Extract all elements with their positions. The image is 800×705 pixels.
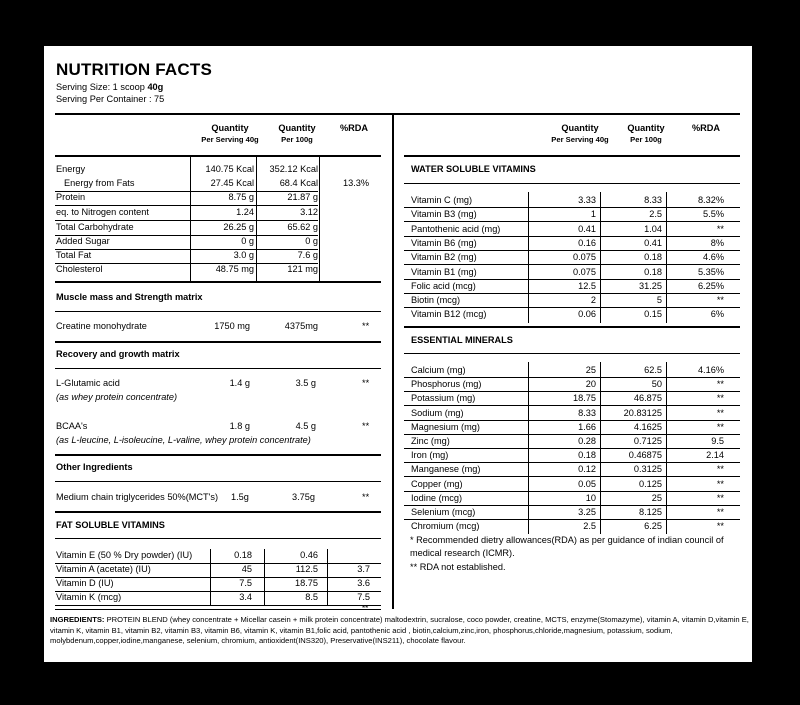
- fat-row-per100: 0.46: [300, 550, 318, 560]
- water_soluble-row-serving: 12.5: [578, 280, 596, 291]
- minerals-row-name: Selenium (mcg): [411, 507, 476, 517]
- fat-row-per100: 112.5: [295, 564, 318, 574]
- fat-row-per100: 18.75: [295, 578, 318, 588]
- fat-row-name: Vitamin A (acetate) (IU): [56, 564, 151, 574]
- main-row-serving: 26.25 g: [223, 222, 254, 232]
- nutrition-label: [44, 46, 752, 662]
- fat-grid-line: [264, 549, 265, 605]
- main-row-serving: 140.75 Kcal: [205, 164, 254, 174]
- minerals-row-serving: 2.5: [583, 521, 596, 532]
- main-row-per100: 3.12: [300, 207, 318, 217]
- minerals-subrule: [404, 353, 740, 354]
- left-header-rule: [55, 155, 381, 157]
- water_soluble-row-per100: 0.18: [644, 266, 662, 277]
- water_soluble-row-per100: 5: [656, 295, 662, 306]
- water_soluble-row-per100: 31.25: [639, 280, 662, 291]
- bcaa-per100: 4.5 g: [295, 421, 316, 431]
- mct-serving: 1.5g: [231, 492, 249, 502]
- minerals-row-rda: 4.16%: [697, 365, 724, 375]
- water_soluble-row-name: Vitamin B6 (mg): [411, 237, 477, 248]
- main-row-per100: 352.12 Kcal: [269, 164, 318, 174]
- other-subrule: [55, 481, 381, 482]
- minerals-row-serving: 3.25: [578, 507, 596, 517]
- main-row-serving: 48.75 mg: [215, 264, 254, 274]
- water_soluble-row-serving: 3.33: [578, 195, 596, 205]
- water_soluble-row-per100: 0.18: [644, 252, 662, 263]
- water_soluble-row-serving: 0.41: [578, 223, 596, 234]
- minerals-row-name: Manganese (mg): [411, 464, 481, 475]
- bottom-left-rule: [55, 609, 381, 610]
- water_soluble-row-rda: 8.32%: [697, 195, 724, 205]
- minerals-row-rda: **: [716, 521, 724, 532]
- main-row-name: eq. to Nitrogen content: [56, 207, 149, 217]
- main-grid-line: [256, 156, 257, 281]
- fat-row-rule: [55, 605, 381, 606]
- minerals-row-rda: **: [716, 492, 724, 503]
- bcaa-serving: 1.8 g: [229, 421, 250, 431]
- left-header-qty-serving: Quantity Per Serving 40g: [201, 123, 259, 144]
- minerals-row-per100: 0.46875: [628, 450, 662, 461]
- main-row-name: Cholesterol: [56, 264, 103, 274]
- minerals-row-serving: 0.12: [578, 464, 596, 475]
- minerals-row-serving: 1.66: [578, 421, 596, 432]
- muscle-heading: Muscle mass and Strength matrix: [56, 292, 203, 302]
- main-row-name: Total Fat: [56, 250, 92, 260]
- column-divider: [392, 113, 394, 609]
- minerals-row-name: Magnesium (mg): [411, 421, 480, 432]
- minerals-row-rda: **: [716, 507, 724, 517]
- minerals-row-per100: 50: [651, 379, 662, 390]
- water_soluble-row-rda: 6%: [710, 309, 724, 320]
- minerals-row-rda: **: [716, 379, 724, 390]
- glutamic-rda: **: [362, 378, 370, 388]
- main-row-serving: 3.0 g: [233, 250, 254, 260]
- water_soluble-row-rda: **: [716, 295, 724, 306]
- water_soluble-row-name: Pantothenic acid (mg): [411, 223, 501, 234]
- fat-row-serving: 0.18: [234, 550, 252, 560]
- glutamic-serving: 1.4 g: [229, 378, 250, 388]
- ingredients: INGREDIENTS: PROTEIN BLEND (whey concentrate + Micellar casein + milk protein concentrate) maltodextrin, sucralose, coco powder, creatine, MCTS, enzyme(Stomazyme), vitamin A, vitamin D,vitamin E, vitamin K, vitamin B1, vitamin B2, vitamin B3, vitamin B6, vitamin K, vitamin B1,folic acid, pantothenic acid , biotin,calcium,zinc,iron, phosphorus,chloride,magnesium, potassium, sodium, molybdenum,copper,iodine,manganese, selenium, chromium, antioxident(INS320), Preservative(INS211), chocolate flavour.: [50, 615, 749, 646]
- main-row-serving: 8.75 g: [228, 192, 254, 202]
- water_soluble-grid-line: [528, 192, 529, 323]
- minerals-row-per100: 46.875: [633, 393, 662, 404]
- other-heading: Other Ingredients: [56, 462, 133, 472]
- fat-grid-line: [327, 549, 328, 605]
- minerals-row-per100: 0.3125: [633, 464, 662, 475]
- minerals-heading: ESSENTIAL MINERALS: [411, 335, 513, 345]
- main-row-name: Protein: [56, 192, 86, 202]
- left-header-rda: %RDA: [339, 123, 369, 133]
- minerals-row-per100: 62.5: [644, 365, 662, 375]
- minerals-row-per100: 8.125: [639, 507, 662, 517]
- water_soluble-row-serving: 0.075: [573, 266, 596, 277]
- footnote-rda: * Recommended dietry allowances(RDA) as per guidance of indian council of medical research (ICMR).: [410, 535, 724, 558]
- water_soluble-row-rda: 8%: [710, 237, 724, 248]
- water_soluble-row-per100: 8.33: [644, 195, 662, 205]
- water_soluble-row-serving: 0.16: [578, 237, 596, 248]
- minerals-grid-line: [528, 362, 529, 534]
- minerals-row-per100: 20.83125: [623, 407, 662, 418]
- water_soluble-row-serving: 1: [590, 209, 596, 220]
- minerals-row-name: Zinc (mg): [411, 436, 450, 446]
- main-grid-line: [190, 156, 191, 281]
- bcaa-name: BCAA's: [56, 421, 88, 431]
- main-row-per100: 68.4 Kcal: [279, 178, 318, 188]
- muscle-subrule: [55, 311, 381, 312]
- fat-soluble-heading: FAT SOLUBLE VITAMINS: [56, 520, 165, 530]
- muscle-rule: [55, 281, 381, 283]
- main-row-name: Energy from Fats: [64, 178, 135, 188]
- minerals-row-per100: 0.125: [639, 478, 662, 489]
- water_soluble-row-serving: 0.06: [578, 309, 596, 320]
- water_soluble-row-name: Vitamin C (mg): [411, 195, 473, 205]
- minerals-row-per100: 25: [651, 492, 662, 503]
- fat-row-name: Vitamin E (50 % Dry powder) (IU): [56, 550, 193, 560]
- minerals-row-rda: 9.5: [711, 436, 724, 446]
- other-rule: [55, 454, 381, 456]
- minerals-row-name: Chromium (mcg): [411, 521, 480, 532]
- minerals-row-serving: 20: [585, 379, 596, 390]
- minerals-row-name: Iron (mg): [411, 450, 449, 461]
- main-row-per100: 7.6 g: [297, 250, 318, 260]
- fat-row-rda: 7.5: [357, 592, 370, 602]
- fat-row-name: Vitamin K (mcg): [56, 592, 122, 602]
- minerals-row-name: Calcium (mg): [411, 365, 466, 375]
- water_soluble-row-name: Vitamin B1 (mg): [411, 266, 477, 277]
- left-header-qty-100: Quantity Per 100g: [278, 123, 316, 144]
- water_soluble-row-rda: 6.25%: [697, 280, 724, 291]
- minerals-row-rda: **: [716, 464, 724, 475]
- right-header-rda: %RDA: [691, 123, 721, 133]
- glutamic-name: L-Glutamic acid: [56, 378, 120, 388]
- fat-row-serving: 45: [241, 564, 252, 574]
- water_soluble-row-per100: 1.04: [644, 223, 662, 234]
- creatine-serving: 1750 mg: [214, 321, 250, 331]
- minerals-row-serving: 0.05: [578, 478, 596, 489]
- footnote-na: ** RDA not established.: [410, 562, 506, 572]
- top-rule: [55, 113, 740, 115]
- water_soluble-row-serving: 2: [590, 295, 596, 306]
- serving-size: Serving Size: 1 scoop 40g: [56, 82, 164, 92]
- main-row-per100: 121 mg: [287, 264, 318, 274]
- fat-row-rda: 3.7: [357, 564, 370, 574]
- water_soluble-row-rda: **: [716, 223, 724, 234]
- fat-grid-line: [210, 549, 211, 605]
- minerals-row-serving: 25: [585, 365, 596, 375]
- minerals-row-name: Potassium (mg): [411, 393, 476, 404]
- recovery-heading: Recovery and growth matrix: [56, 349, 180, 359]
- minerals-row-rda: **: [716, 393, 724, 404]
- water_soluble-row-rda: 4.6%: [703, 252, 724, 263]
- water_soluble-grid-line: [666, 192, 667, 323]
- minerals-row-per100: 0.7125: [633, 436, 662, 446]
- water_soluble-row-name: Folic acid (mcg): [411, 280, 476, 291]
- glutamic-note: (as whey protein concentrate): [56, 392, 178, 402]
- water_soluble-row-name: Biotin (mcg): [411, 295, 461, 306]
- serving-per-container: Serving Per Container : 75: [56, 94, 165, 104]
- water_soluble-row-per100: 0.15: [644, 309, 662, 320]
- main-row-name: Total Carbohydrate: [56, 222, 134, 232]
- main-row-serving: 0 g: [241, 236, 254, 246]
- right-header-qty-100: Quantity Per 100g: [627, 123, 665, 144]
- right-header-qty-serving: Quantity Per Serving 40g: [551, 123, 609, 144]
- water-soluble-heading: WATER SOLUBLE VITAMINS: [411, 164, 536, 174]
- main-row-serving: 1.24: [236, 207, 254, 217]
- main-row-per100: 0 g: [305, 236, 318, 246]
- minerals-row-rda: **: [716, 421, 724, 432]
- minerals-row-rda: 2.14: [706, 450, 724, 461]
- water_soluble-grid-line: [600, 192, 601, 323]
- fat-row-name: Vitamin D (IU): [56, 578, 114, 588]
- water_soluble-row-per100: 0.41: [644, 237, 662, 248]
- fat-row-rda: 3.6: [357, 578, 370, 588]
- main-row-per100: 21.87 g: [287, 192, 318, 202]
- minerals-row-name: Sodium (mg): [411, 407, 464, 418]
- minerals-row-serving: 8.33: [578, 407, 596, 418]
- minerals-row-rda: **: [716, 478, 724, 489]
- minerals-row-name: Phosphorus (mg): [411, 379, 482, 390]
- minerals-row-serving: 10: [585, 492, 596, 503]
- mct-rda: **: [362, 492, 370, 502]
- water_soluble-row-name: Vitamin B2 (mg): [411, 252, 477, 263]
- main-row-rda: 13.3%: [343, 178, 370, 188]
- creatine-rda: **: [362, 321, 370, 331]
- minerals-row-serving: 0.28: [578, 436, 596, 446]
- mct-per100: 3.75g: [292, 492, 315, 502]
- bcaa-rda: **: [362, 421, 370, 431]
- minerals-row-name: Copper (mg): [411, 478, 463, 489]
- water_soluble-row-name: Vitamin B12 (mcg): [411, 309, 487, 320]
- fat-soluble-rule: [55, 511, 381, 513]
- creatine-per100: 4375mg: [284, 321, 318, 331]
- minerals-row-rda: **: [716, 407, 724, 418]
- recovery-subrule: [55, 368, 381, 369]
- main-row-serving: 27.45 Kcal: [210, 178, 254, 188]
- minerals-row-serving: 18.75: [573, 393, 596, 404]
- fat-row-per100: 8.5: [305, 592, 318, 602]
- page-title: NUTRITION FACTS: [56, 60, 212, 79]
- recovery-rule: [55, 341, 381, 343]
- main-row-name: Added Sugar: [56, 236, 110, 246]
- main-row-name: Energy: [56, 164, 86, 174]
- main-grid-line: [319, 156, 320, 281]
- water_soluble-row-per100: 2.5: [649, 209, 662, 220]
- fat-soluble-trailing: **: [362, 604, 369, 613]
- water-soluble-subrule: [404, 183, 740, 184]
- minerals-grid-line: [600, 362, 601, 534]
- minerals-row-per100: 4.1625: [633, 421, 662, 432]
- main-row-per100: 65.62 g: [287, 222, 318, 232]
- minerals-row-name: Iodine (mcg): [411, 492, 463, 503]
- bcaa-note: (as L-leucine, L-isoleucine, L-valine, whey protein concentrate): [56, 435, 311, 445]
- fat-row-serving: 3.4: [239, 592, 252, 602]
- right-header-rule: [404, 155, 740, 157]
- water_soluble-row-name: Vitamin B3 (mg): [411, 209, 477, 220]
- minerals-row-serving: 0.18: [578, 450, 596, 461]
- glutamic-per100: 3.5 g: [295, 378, 316, 388]
- minerals-row-per100: 6.25: [644, 521, 662, 532]
- water_soluble-row-serving: 0.075: [573, 252, 596, 263]
- minerals-rule: [404, 326, 740, 328]
- fat-soluble-subrule: [55, 538, 381, 539]
- water_soluble-row-rda: 5.35%: [697, 266, 724, 277]
- minerals-grid-line: [666, 362, 667, 534]
- water_soluble-row-rda: 5.5%: [703, 209, 724, 220]
- creatine-name: Creatine monohydrate: [56, 321, 147, 331]
- fat-row-serving: 7.5: [239, 578, 252, 588]
- mct-name: Medium chain triglycerides 50%(MCT's): [56, 492, 219, 502]
